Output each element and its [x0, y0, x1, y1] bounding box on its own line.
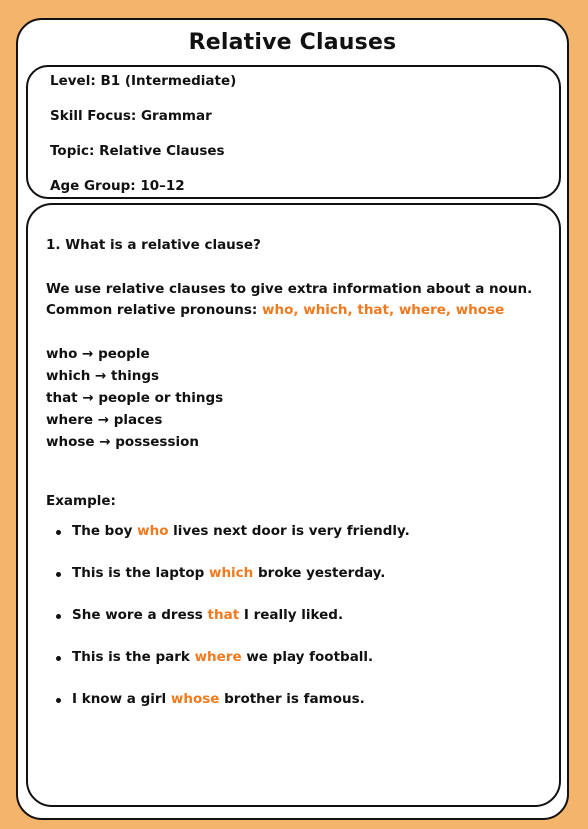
example-item: This is the park where we play football. [46, 649, 410, 691]
pronouns-line [46, 302, 504, 318]
example-label: Example: [46, 493, 116, 509]
example-item: She wore a dress that I really liked. [46, 607, 410, 649]
page-title: Relative Clauses [188, 30, 397, 55]
pronouns-label: Common relative pronouns: [46, 302, 258, 318]
example-pronoun: where [194, 649, 242, 665]
example-pronoun: who [137, 523, 169, 539]
example-item: This is the laptop which broke yesterday. [46, 565, 410, 607]
level-line: Level: B1 (Intermediate) [50, 73, 237, 89]
section-heading: 1. What is a relative clause? [46, 237, 261, 253]
use-whose: whose → possession [46, 434, 200, 450]
pronouns-list: who, which, that, where, whose [262, 302, 505, 318]
example-item: The boy who lives next door is very friendly. [46, 523, 410, 565]
example-list [46, 523, 410, 733]
skill-line: Skill Focus: Grammar [50, 108, 212, 124]
example-pronoun: which [208, 565, 254, 581]
example-pronoun: whose [170, 691, 220, 707]
use-which: which → things [46, 368, 160, 384]
content-box [26, 203, 561, 807]
topic-line: Topic: Relative Clauses [50, 143, 225, 159]
example-pronoun: that [207, 607, 240, 623]
use-where: where → places [46, 412, 163, 428]
example-item: I know a girl whose brother is famous. [46, 691, 410, 733]
info-box [26, 65, 561, 199]
intro-text: We use relative clauses to give extra information about a noun. [46, 281, 533, 297]
use-that: that → people or things [46, 390, 224, 406]
age-line: Age Group: 10–12 [50, 178, 185, 194]
worksheet-card [16, 18, 569, 820]
use-who: who → people [46, 346, 150, 362]
